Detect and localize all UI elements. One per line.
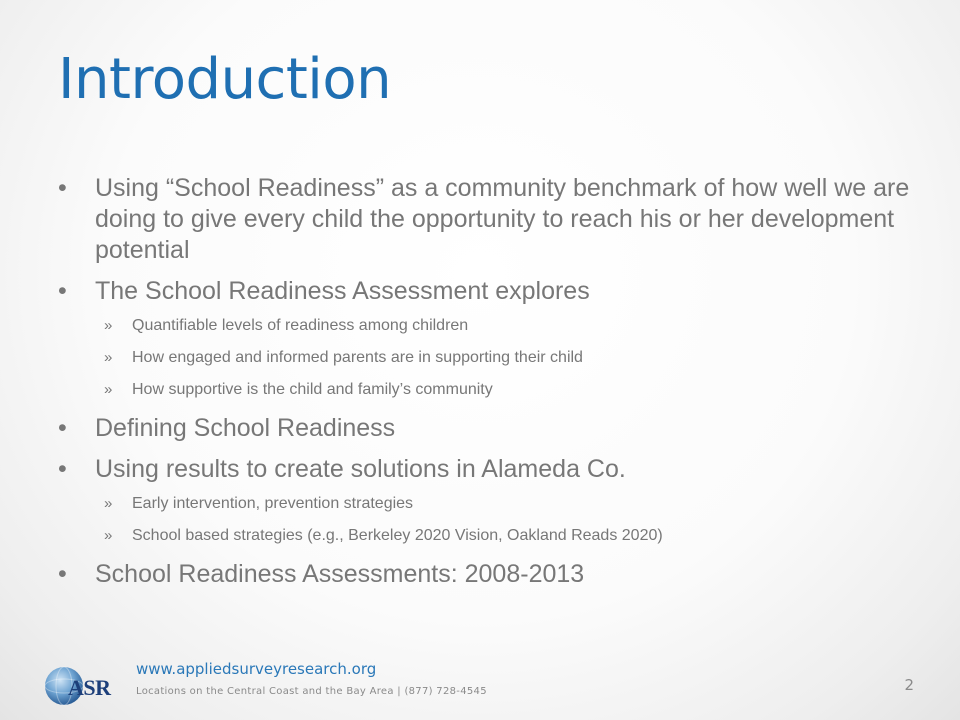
sub-bullet-text: How supportive is the child and family’s community	[132, 381, 493, 398]
bullet-list	[58, 173, 928, 600]
footer-url: www.appliedsurveyresearch.org	[136, 660, 377, 678]
sub-bullet-text: School based strategies (e.g., Berkeley 2020 Vision, Oakland Reads 2020)	[132, 527, 663, 544]
sub-bullet-item	[58, 527, 928, 545]
page-number: 2	[904, 676, 914, 694]
sub-bullet-item	[58, 317, 928, 335]
sub-bullet-marker: »	[104, 495, 113, 512]
sub-bullet-marker: »	[104, 317, 113, 334]
bullet-item: • The School Readiness Assessment explores	[58, 276, 928, 307]
sub-bullet-item	[58, 349, 928, 367]
bullet-item: • Defining School Readiness	[58, 413, 928, 444]
sub-bullet-marker: »	[104, 349, 113, 366]
sub-bullet-item	[58, 495, 928, 513]
sub-bullet-text: Quantifiable levels of readiness among children	[132, 317, 469, 334]
asr-logo	[44, 664, 124, 708]
slide-title: Introduction	[58, 47, 392, 112]
sub-bullet-item	[58, 381, 928, 399]
sub-bullet-text: How engaged and informed parents are in supporting their child	[132, 349, 583, 366]
sub-bullet-marker: »	[104, 527, 113, 544]
bullet-item: • Using results to create solutions in Alameda Co.	[58, 454, 928, 485]
bullet-item: • School Readiness Assessments: 2008-2013	[58, 559, 928, 590]
footer-locations: Locations on the Central Coast and the Bay Area | (877) 728-4545	[136, 686, 487, 697]
bullet-item: • Using “School Readiness” as a community benchmark of how well we are doing to give every child the opportunity to reach his or her development potential	[58, 173, 928, 266]
logo-text: ASR	[68, 675, 111, 700]
sub-bullet-marker: »	[104, 381, 113, 398]
sub-bullet-text: Early intervention, prevention strategies	[132, 495, 414, 512]
